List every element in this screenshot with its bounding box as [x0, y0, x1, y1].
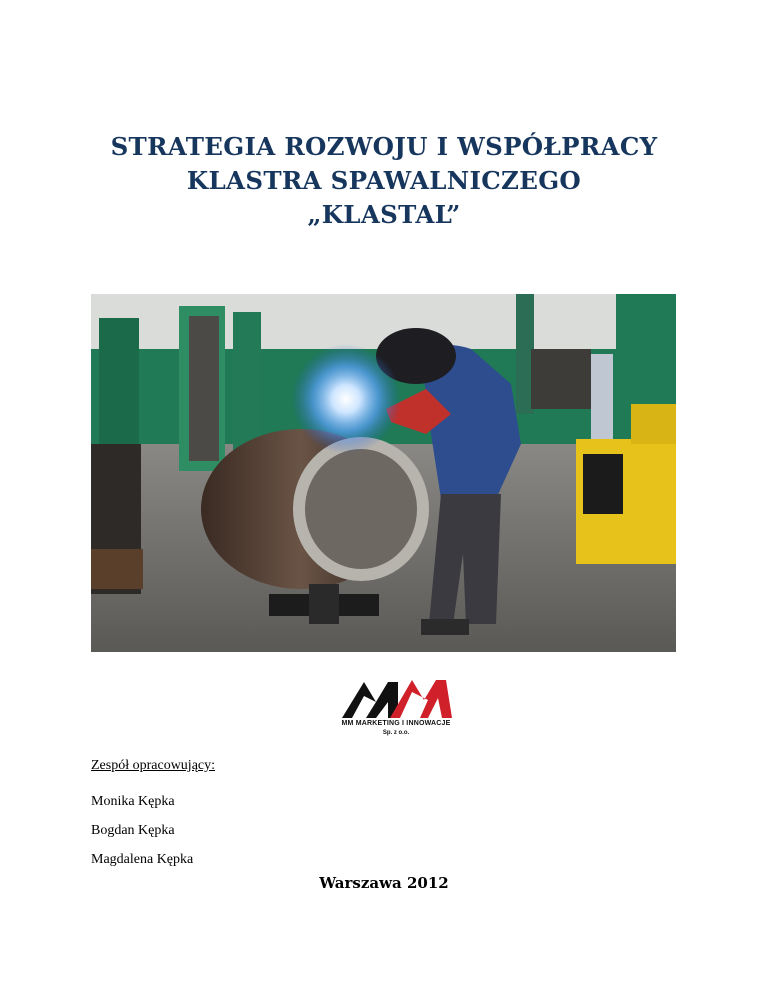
- welder-photo: [91, 294, 676, 652]
- title-line-2: KLASTRA SPAWALNICZEGO: [186, 166, 582, 195]
- place-date: Warszawa 2012: [319, 874, 449, 892]
- mm-logo-mark: [336, 676, 456, 720]
- document-title: [0, 130, 768, 232]
- title-line-1: STRATEGIA ROZWOJU I WSPÓŁPRACY: [110, 132, 658, 161]
- title-line-3: „KLASTAL”: [307, 200, 461, 229]
- logo-company-name: MM MARKETING I INNOWACJE: [341, 720, 451, 727]
- team-member: Monika Kępka: [91, 794, 175, 809]
- logo-company-suffix: Sp. z o.o.: [382, 730, 410, 736]
- team-label: Zespół opracowujący:: [91, 758, 216, 773]
- company-logo: [336, 676, 456, 746]
- team-member: Magdalena Kępka: [91, 852, 194, 867]
- team-member: Bogdan Kępka: [91, 823, 175, 838]
